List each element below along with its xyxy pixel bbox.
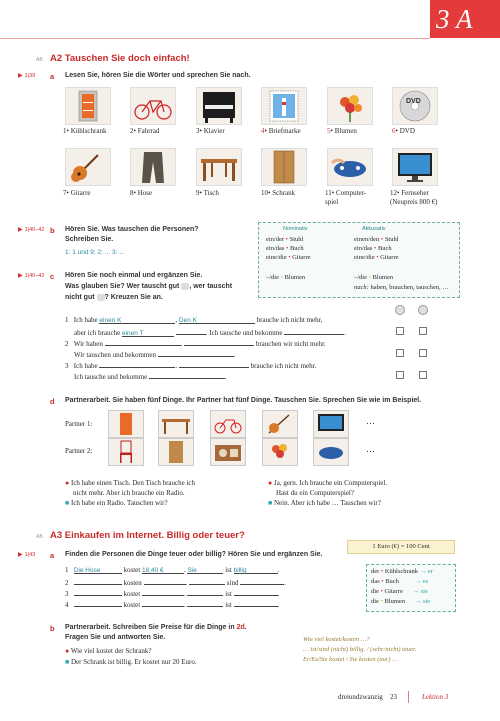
dialog-line: ■ Ich habe ein Radio. Tauschen wir? <box>65 499 168 507</box>
piano-icon <box>196 87 242 125</box>
audio-track-a2b[interactable]: ▶ 1|40–42 <box>18 226 44 233</box>
grammar-row-2: ein/das • Buch <box>266 245 304 252</box>
flowers-icon <box>327 87 373 125</box>
grammar-row-4: –/die • Blumen <box>266 274 306 281</box>
exercise-letter-b: b <box>50 226 55 235</box>
dialog-line: ● Ich habe einen Tisch. Den Tisch brauche ich <box>65 479 196 487</box>
smiley-sad-icon <box>97 294 105 301</box>
partner-2-label: Partner 2: <box>65 447 93 455</box>
grammar-box <box>258 222 460 298</box>
grammar-row-1: ein/der • Stuhl <box>266 236 304 243</box>
euro-info-box: 1 Euro (€) = 100 Cent <box>347 540 455 554</box>
dialog-left <box>65 478 195 508</box>
guitar-icon <box>262 410 298 438</box>
dialog-line: Hast du ein Computerspiel? <box>276 489 354 497</box>
audio-track-a2c[interactable]: ▶ 1|40–42 <box>18 272 44 279</box>
instruction-a2c-1: Hören Sie noch einmal und ergänzen Sie. <box>65 272 203 279</box>
section-a2-title: A2 Tauschen Sie doch einfach! <box>50 53 190 64</box>
chapter-number: 3 <box>436 4 450 34</box>
grammar-note: nach: haben, brauchen, tauschen, … <box>354 284 449 291</box>
a3-row-4: 4 kostet . ist . <box>65 601 280 609</box>
trousers-icon <box>130 148 176 186</box>
gamepad-icon <box>327 148 373 186</box>
caption-4: 4• Briefmarke <box>261 127 301 135</box>
a3-row-2: 2 kosten . sind . <box>65 579 286 587</box>
caption-7: 7• Gitarre <box>63 189 91 197</box>
grammar-row-3-akk: eine/die • Gitarre <box>354 254 399 261</box>
audio-track-a3a[interactable]: ▶ 1|43 <box>18 551 35 558</box>
dialog-line: ■ Der Schrank ist billig. Er kostet nur 20 Euro. <box>65 658 197 666</box>
pronoun-row: die • Blumen → sie <box>371 598 431 605</box>
c-line-2: 2 Wir haben . brauchen wir nicht mehr. <box>65 340 326 348</box>
caption-1: 1• Kühlschrank <box>63 127 107 135</box>
dialog-line: ■ Nein. Aber ich habe … Tauschen wir? <box>268 499 381 507</box>
c-line-2b: Wir tauschen und bekommen . <box>74 351 236 359</box>
guitar-icon <box>65 148 111 186</box>
instruction-a2c-2: Was glauben Sie? Wer tauscht gut , wer tauscht <box>65 283 233 290</box>
caption-12: 12• Fernseher (Neupreis 800 €) <box>390 189 438 206</box>
caption-10: 10• Schrank <box>261 189 296 197</box>
pronoun-box <box>366 564 456 612</box>
instruction-a2b-1: Hören Sie. Was tauschen die Personen? <box>65 226 199 233</box>
exercise-letter-b: b <box>50 624 55 633</box>
answer-a2b: 1: 1 und 9; 2: ... 3: ... <box>65 249 125 256</box>
fridge-icon <box>108 410 144 438</box>
grammar-row-3: eine/die • Gitarre <box>266 254 311 261</box>
tv-icon <box>392 148 438 186</box>
stamp-icon <box>261 87 307 125</box>
grammar-akkusativ-label: Akkusativ <box>362 226 386 232</box>
fridge-icon <box>65 87 111 125</box>
instruction-a2b-2: Schreiben Sie. <box>65 236 114 243</box>
caption-11: 11• Computer- spiel <box>325 189 367 206</box>
chapter-badge <box>430 0 500 38</box>
c-line-1: 1 Ich habe einen K , Den K brauche ich nicht mehr, <box>65 316 323 324</box>
bicycle-icon <box>210 410 246 438</box>
caption-2: 2• Fahrrad <box>130 127 160 135</box>
dialog-line: ● Ja, gern. Ich brauche ein Computerspiel. <box>268 479 388 487</box>
grammar-row-1-akk: einen/den • Stuhl <box>354 236 399 243</box>
more-items: … <box>366 444 375 454</box>
more-items: … <box>366 416 375 426</box>
smiley-happy-icon <box>395 305 405 315</box>
bicycle-icon <box>130 87 176 125</box>
pronoun-row: das • Buch → es <box>371 578 429 585</box>
grammar-row-2-akk: ein/das • Buch <box>354 245 392 252</box>
chair-icon <box>108 438 144 466</box>
tv-icon <box>313 410 349 438</box>
ab-label: AB <box>36 57 43 63</box>
table-icon <box>196 148 242 186</box>
dialog-line: nicht mehr. Aber ich brauche ein Radio. <box>73 489 185 497</box>
pronoun-row: die • Gitarre → sie <box>371 588 428 595</box>
checkbox-3-good[interactable] <box>396 371 404 379</box>
exercise-letter-a: a <box>50 72 55 81</box>
table-icon <box>158 410 194 438</box>
ab-label: AB <box>36 534 43 540</box>
instruction-a3a: Finden die Personen die Dinge teuer oder billig? Hören Sie und ergänzen Sie. <box>65 551 323 558</box>
caption-5: 5• Blumen <box>327 127 357 135</box>
cupboard-icon <box>158 438 194 466</box>
hint-line: Wie viel kostet/kosten …? <box>303 636 370 643</box>
dialog-right <box>268 478 387 508</box>
svg-text:DVD: DVD <box>406 98 421 105</box>
pronoun-row: der • Kühlschrank → er <box>371 568 433 575</box>
exercise-letter-a: a <box>50 551 55 560</box>
gamepad-icon <box>313 438 349 466</box>
header-rule <box>0 38 430 39</box>
footer-lesson: Lektion 3 <box>422 693 449 701</box>
instruction-a2c-3: nicht gut ? Kreuzen Sie an. <box>65 294 163 301</box>
grammar-nominativ-label: Nominativ <box>283 226 308 232</box>
caption-6: 6• DVD <box>392 127 415 135</box>
flowers-icon <box>262 438 298 466</box>
footer-divider <box>408 691 409 703</box>
exercise-letter-c: c <box>50 272 55 281</box>
section-a3-title: A3 Einkaufen im Internet. Billig oder teuer? <box>50 530 245 541</box>
dialog-line: ● Wie viel kostet der Schrank? <box>65 647 152 655</box>
instruction-a2a: Lesen Sie, hören Sie die Wörter und sprechen Sie nach. <box>65 72 251 79</box>
checkbox-1-bad[interactable] <box>419 327 427 335</box>
phrase-hints <box>303 635 416 665</box>
c-line-3b: Ich tausche und bekomme . <box>74 373 227 381</box>
caption-9: 9• Tisch <box>196 189 219 197</box>
cupboard-icon <box>261 148 307 186</box>
caption-3: 3• Klavier <box>196 127 225 135</box>
footer-page-word: dreiundzwanzig <box>338 693 383 701</box>
checkbox-2-bad[interactable] <box>419 349 427 357</box>
instruction-a3b-2: Fragen Sie und antworten Sie. <box>65 634 166 641</box>
audio-track-a2a[interactable]: ▶ 1|39 <box>18 72 35 79</box>
checkbox-3-bad[interactable] <box>419 371 427 379</box>
a3b-dialog <box>65 646 197 668</box>
exercise-letter-d: d <box>50 397 55 406</box>
a3-row-1: 1 Die Hose kostet 18,40 € . Sie ist billig . <box>65 566 280 574</box>
grammar-row-4-akk: –/die • Blumen <box>354 274 394 281</box>
hint-line: … ist/sind (nicht) billig. / (sehr/nicht) teuer. <box>303 646 417 653</box>
hint-line: Er/Es/Sie kostet / Sie kosten (nur) … <box>303 656 398 663</box>
instruction-a3b-1: Partnerarbeit. Schreiben Sie Preise für die Dinge in 2d. <box>65 624 247 631</box>
caption-8: 8• Hose <box>130 189 153 197</box>
radio-icon <box>210 438 246 466</box>
c-line-1b: aber ich brauche einen T . Ich tausche und bekomme . <box>74 329 347 337</box>
partner-1-label: Partner 1: <box>65 420 93 428</box>
checkbox-1-good[interactable] <box>396 327 404 335</box>
footer-page-number: 23 <box>390 693 397 701</box>
checkbox-2-good[interactable] <box>396 349 404 357</box>
dvd-icon <box>392 87 438 125</box>
instruction-a2d: Partnerarbeit. Sie haben fünf Dinge. Ihr Partner hat fünf Dinge. Tauschen Sie. Sprechen Sie wie im Beispiel. <box>65 397 422 404</box>
chapter-letter: A <box>456 4 473 34</box>
a3-row-3: 3 kostet . ist . <box>65 590 280 598</box>
c-line-3: 3 Ich habe . brauche ich nicht mehr. <box>65 362 317 370</box>
smiley-sad-icon <box>418 305 428 315</box>
